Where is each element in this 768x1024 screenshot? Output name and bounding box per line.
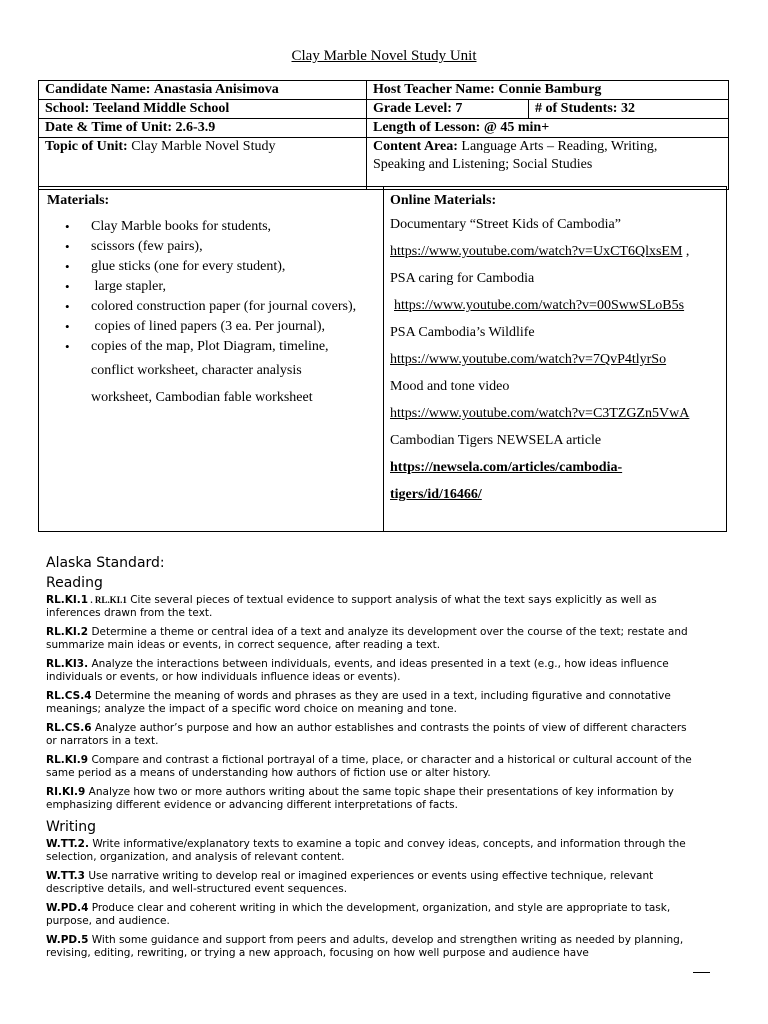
materials-heading: Materials: bbox=[47, 193, 110, 208]
standard-text: Analyze how two or more authors writing about the same topic shape their presentations of key information by emphasizing different evidence or advancing different interpretations of facts. bbox=[46, 786, 674, 811]
students-cell bbox=[529, 100, 729, 119]
info-row-date bbox=[39, 119, 729, 138]
standards-heading: Alaska Standard: bbox=[46, 555, 165, 571]
document-title: Clay Marble Novel Study Unit bbox=[291, 48, 477, 64]
standard-text: Compare and contrast a fictional portrayal of a time, place, or character and a historical or cultural account of the same period as a means of understanding how authors of fiction use or alter history. bbox=[46, 754, 692, 779]
materials-box bbox=[38, 186, 727, 532]
materials-item-text: conflict worksheet, character analysis bbox=[91, 363, 302, 378]
bullet-icon: • bbox=[65, 319, 70, 334]
list-item bbox=[65, 337, 383, 357]
standard-text: Produce clear and coherent writing in which the development, organization, and style are appropriate to task, purpose, and audience. bbox=[46, 902, 671, 927]
writing-standards-list bbox=[46, 838, 696, 960]
bullet-icon: • bbox=[65, 339, 70, 354]
tigers-url-part1[interactable]: https://newsela.com/articles/cambodia- bbox=[390, 460, 623, 475]
students-value: 32 bbox=[620, 101, 635, 116]
psa-caring-label: PSA caring for Cambodia bbox=[390, 271, 535, 286]
standard-text: Determine the meaning of words and phrases as they are used in a text, including figurative and connotative meanings; analyze the impact of a specific word choice on meaning and tone. bbox=[46, 690, 671, 715]
documentary-link-suffix: , bbox=[682, 244, 690, 259]
standard-text: Use narrative writing to develop real or imagined experiences or events using effective technique, relevant descriptive details, and well-structured event sequences. bbox=[46, 870, 654, 895]
content-label: Content Area: bbox=[373, 139, 458, 154]
standard-text: Determine a theme or central idea of a text and analyze its development over the course of the text; restate and summarize main ideas or events, in correct sequence, after reading a text. bbox=[46, 626, 688, 651]
documentary-link[interactable]: https://www.youtube.com/watch?v=UxCT6QlxsEM bbox=[390, 244, 683, 259]
date-label: Date & Time of Unit: bbox=[45, 120, 173, 135]
topic-value: Clay Marble Novel Study bbox=[131, 139, 276, 154]
bullet-icon: • bbox=[65, 259, 70, 274]
standard-item bbox=[46, 658, 696, 684]
standard-text: With some guidance and support from peers and adults, develop and strengthen writing as needed by planning, revising, editing, rewriting, or trying a new approach, focusing on how well purpose and audience have bbox=[46, 934, 684, 959]
materials-item-text: large stapler, bbox=[91, 279, 166, 294]
materials-item-text: Clay Marble books for students, bbox=[91, 219, 272, 234]
grade-value: 7 bbox=[455, 101, 463, 116]
list-item bbox=[65, 277, 383, 297]
tigers-label: Cambodian Tigers NEWSELA article bbox=[390, 433, 602, 448]
topic-label: Topic of Unit: bbox=[45, 139, 128, 154]
length-value: @ 45 min+ bbox=[483, 120, 550, 135]
writing-heading: Writing bbox=[46, 819, 96, 835]
psa-wildlife-link[interactable] bbox=[390, 346, 727, 373]
online-materials-column bbox=[384, 187, 727, 531]
standard-subcode: . RL.KI.1 bbox=[88, 595, 127, 605]
documentary-link-line bbox=[390, 238, 727, 265]
students-label: # of Students: bbox=[535, 101, 618, 116]
length-label: Length of Lesson: bbox=[373, 120, 481, 135]
psa-caring-link[interactable] bbox=[390, 292, 727, 319]
standard-code: W.TT.3 bbox=[46, 870, 85, 882]
list-item bbox=[65, 257, 383, 277]
tigers-link-line1[interactable] bbox=[390, 454, 727, 481]
candidate-value: Anastasia Anisimova bbox=[153, 82, 279, 97]
standard-code: W.PD.4 bbox=[46, 902, 89, 914]
reading-standards-list bbox=[46, 594, 696, 812]
host-label: Host Teacher Name: bbox=[373, 82, 495, 97]
list-item-continued bbox=[91, 357, 383, 384]
grade-cell bbox=[367, 100, 529, 119]
list-item bbox=[65, 297, 383, 317]
content-area-cell bbox=[367, 138, 729, 190]
trailing-underline bbox=[693, 972, 710, 973]
bullet-icon: • bbox=[65, 279, 70, 294]
school-label: School: bbox=[45, 101, 90, 116]
standard-item bbox=[46, 786, 696, 812]
materials-column bbox=[39, 187, 384, 531]
bullet-icon: • bbox=[65, 219, 70, 234]
standard-text: Cite several pieces of textual evidence to support analysis of what the text says explicitly as well as inferences drawn from the text. bbox=[46, 594, 657, 619]
date-value: 2.6-3.9 bbox=[175, 120, 216, 135]
content-value-line1: Language Arts – Reading, Writing, bbox=[461, 139, 658, 154]
materials-item-text: copies of the map, Plot Diagram, timeline, bbox=[91, 339, 329, 354]
unit-info-table bbox=[38, 80, 729, 190]
standard-item bbox=[46, 594, 696, 620]
list-item bbox=[65, 237, 383, 257]
mood-tone-link[interactable] bbox=[390, 400, 727, 427]
list-item bbox=[65, 317, 383, 337]
standard-text: Analyze the interactions between individuals, events, and ideas presented in a text (e.g., how ideas influence individuals or events, or how individuals influence ideas or events). bbox=[46, 658, 669, 683]
online-materials-heading: Online Materials: bbox=[390, 193, 497, 208]
bullet-icon: • bbox=[65, 299, 70, 314]
standard-item bbox=[46, 722, 696, 748]
school-cell bbox=[39, 100, 367, 119]
standard-code: RL.CS.4 bbox=[46, 690, 92, 702]
materials-item-text: worksheet, Cambodian fable worksheet bbox=[91, 390, 313, 405]
reading-heading: Reading bbox=[46, 575, 103, 591]
standard-text: Write informative/explanatory texts to examine a topic and convey ideas, concepts, and information through the selection, organization, and analysis of relevant content. bbox=[46, 838, 686, 863]
standard-code: RL.KI.1 bbox=[46, 594, 89, 606]
school-value: Teeland Middle School bbox=[92, 101, 230, 116]
topic-cell bbox=[39, 138, 367, 190]
standard-code: RL.KI.9 bbox=[46, 754, 89, 766]
standard-item bbox=[46, 690, 696, 716]
info-row-topic bbox=[39, 138, 729, 190]
materials-item-text: glue sticks (one for every student), bbox=[91, 259, 286, 274]
standard-item bbox=[46, 902, 696, 928]
standard-item bbox=[46, 870, 696, 896]
psa-wildlife-url[interactable]: https://www.youtube.com/watch?v=7QvP4tlyrSo bbox=[390, 352, 667, 367]
bullet-icon: • bbox=[65, 239, 70, 254]
list-item-continued bbox=[91, 384, 383, 411]
standards-section bbox=[46, 554, 696, 966]
info-row-school bbox=[39, 100, 729, 119]
tigers-link-line2[interactable] bbox=[390, 481, 727, 508]
psa-caring-url[interactable]: https://www.youtube.com/watch?v=00SwwSLoB5s bbox=[394, 298, 685, 313]
info-row-names bbox=[39, 81, 729, 100]
materials-list bbox=[47, 217, 383, 411]
host-value: Connie Bamburg bbox=[498, 82, 602, 97]
candidate-label: Candidate Name: bbox=[45, 82, 151, 97]
materials-item-text: colored construction paper (for journal covers), bbox=[91, 299, 357, 314]
list-item bbox=[65, 217, 383, 237]
standard-code: W.PD.5 bbox=[46, 934, 89, 946]
standard-item bbox=[46, 838, 696, 864]
mood-tone-url[interactable]: https://www.youtube.com/watch?v=C3TZGZn5VwA bbox=[390, 406, 690, 421]
standard-text: Analyze author’s purpose and how an author establishes and contrasts the points of view of different characters or narrators in a text. bbox=[46, 722, 687, 747]
standard-item bbox=[46, 934, 696, 960]
standard-item bbox=[46, 754, 696, 780]
materials-item-text: scissors (few pairs), bbox=[91, 239, 203, 254]
content-value-line2: Speaking and Listening; Social Studies bbox=[373, 157, 593, 172]
standard-code: RL.KI3. bbox=[46, 658, 89, 670]
standard-code: RL.KI.2 bbox=[46, 626, 89, 638]
standard-code: RI.KI.9 bbox=[46, 786, 86, 798]
tigers-url-part2[interactable]: tigers/id/16466/ bbox=[390, 487, 482, 502]
psa-wildlife-label: PSA Cambodia’s Wildlife bbox=[390, 325, 535, 340]
documentary-label: Documentary “Street Kids of Cambodia” bbox=[390, 217, 621, 232]
date-cell bbox=[39, 119, 367, 138]
host-cell bbox=[367, 81, 729, 100]
standard-code: W.TT.2. bbox=[46, 838, 89, 850]
candidate-cell bbox=[39, 81, 367, 100]
materials-item-text: copies of lined papers (3 ea. Per journal), bbox=[91, 319, 326, 334]
standard-item bbox=[46, 626, 696, 652]
grade-label: Grade Level: bbox=[373, 101, 452, 116]
mood-tone-label: Mood and tone video bbox=[390, 379, 510, 394]
length-cell bbox=[367, 119, 729, 138]
standard-code: RL.CS.6 bbox=[46, 722, 92, 734]
